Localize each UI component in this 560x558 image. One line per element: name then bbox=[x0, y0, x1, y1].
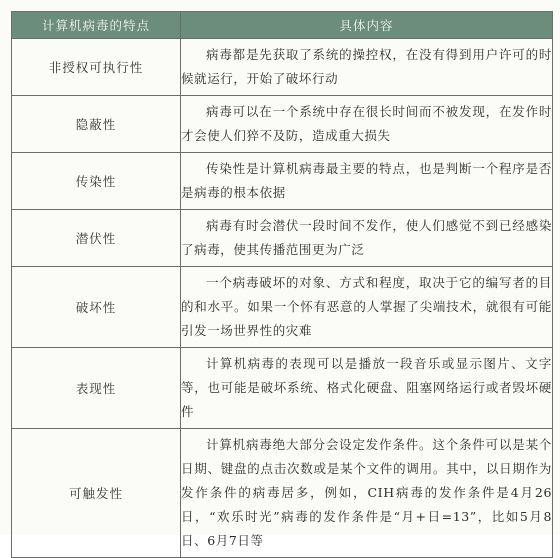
content-cell: 传染性是计算机病毒最主要的特点，也是判断一个程序是否是病毒的根本依据 bbox=[181, 153, 553, 210]
feature-cell: 隐蔽性 bbox=[12, 96, 181, 153]
table-row bbox=[12, 96, 553, 153]
table-row bbox=[12, 153, 553, 210]
table-row bbox=[12, 39, 553, 96]
content-cell: 病毒可以在一个系统中存在很长时间而不被发现，在发作时才会使人们猝不及防，造成重大损失 bbox=[181, 96, 553, 153]
feature-cell: 非授权可执行性 bbox=[12, 39, 181, 96]
table-row bbox=[12, 267, 553, 348]
feature-cell: 传染性 bbox=[12, 153, 181, 210]
content-cell: 计算机病毒绝大部分会设定发作条件。这个条件可以是某个日期、键盘的点击次数或是某个文件的调用。其中，以日期作为发作条件的病毒居多，例如，CIH病毒的发作条件是4月26日，“欢乐时光”病毒的发作条件是“月+日=13”，比如5月8日、6月7日等 bbox=[181, 429, 553, 558]
table-row bbox=[12, 429, 553, 558]
virus-characteristics-table bbox=[11, 11, 553, 558]
feature-cell: 潜伏性 bbox=[12, 210, 181, 267]
content-cell: 病毒有时会潜伏一段时间不发作，使人们感觉不到已经感染了病毒，使其传播范围更为广泛 bbox=[181, 210, 553, 267]
table-row bbox=[12, 210, 553, 267]
content-cell: 一个病毒破坏的对象、方式和程度，取决于它的编写者的目的和水平。如果一个怀有恶意的人掌握了尖端技术，就很有可能引发一场世界性的灾难 bbox=[181, 267, 553, 348]
feature-cell: 表现性 bbox=[12, 348, 181, 429]
content-cell: 病毒都是先获取了系统的操控权，在没有得到用户许可的时候就运行，开始了破坏行动 bbox=[181, 39, 553, 96]
content-cell: 计算机病毒的表现可以是播放一段音乐或显示图片、文字等，也可能是破坏系统、格式化硬盘、阻塞网络运行或者毁坏硬件 bbox=[181, 348, 553, 429]
table-header-row bbox=[12, 12, 553, 39]
header-feature: 计算机病毒的特点 bbox=[12, 12, 181, 39]
header-content: 具体内容 bbox=[181, 12, 553, 39]
feature-cell: 破坏性 bbox=[12, 267, 181, 348]
feature-cell: 可触发性 bbox=[12, 429, 181, 558]
table-row bbox=[12, 348, 553, 429]
